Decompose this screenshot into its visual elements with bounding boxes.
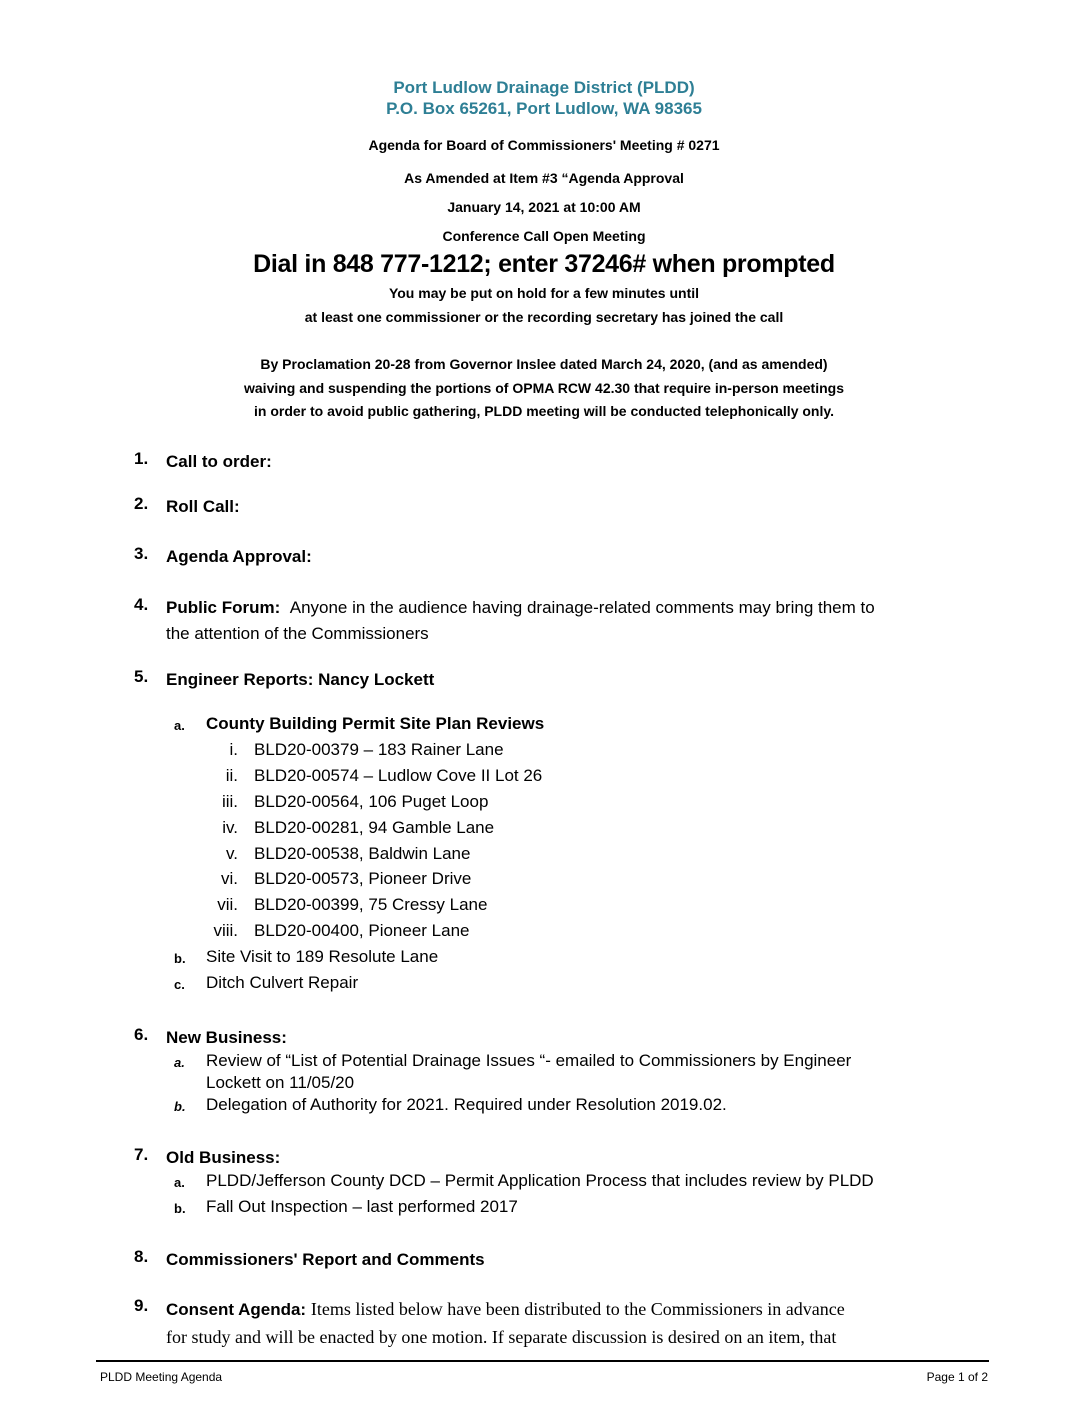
item-text-line1: Items listed below have been distributed to the Commissioners in advance xyxy=(310,1299,845,1319)
meeting-type: Conference Call Open Meeting xyxy=(442,228,646,244)
agenda-title: Agenda for Board of Commissioners' Meeting # 0271 xyxy=(368,137,720,153)
review-numeral: iii. xyxy=(221,792,238,811)
sub-letter: b. xyxy=(174,1201,186,1216)
hold-note-line2: at least one commissioner or the recording secretary has joined the call xyxy=(304,309,784,325)
review-numeral: viii. xyxy=(213,921,238,940)
item-number: 9. xyxy=(134,1296,149,1315)
permit-process-item: PLDD/Jefferson County DCD – Permit Application Process that includes review by PLDD xyxy=(206,1171,874,1190)
footer-rule xyxy=(96,1360,989,1362)
review-item: BLD20-00281, 94 Gamble Lane xyxy=(254,818,495,837)
page-number: Page 1 of 2 xyxy=(926,1370,988,1384)
item-title: Agenda Approval: xyxy=(166,547,312,566)
fall-out-inspection-item: Fall Out Inspection – last performed 2017 xyxy=(206,1197,518,1216)
item-title: Engineer Reports: Nancy Lockett xyxy=(166,670,435,689)
sub-letter: a. xyxy=(174,718,185,733)
sub-letter: b. xyxy=(174,951,186,966)
item-title: New Business: xyxy=(166,1028,287,1047)
item-number: 1. xyxy=(134,449,149,468)
site-visit-item: Site Visit to 189 Resolute Lane xyxy=(206,947,439,966)
sub-letter: c. xyxy=(174,977,185,992)
amended-note: As Amended at Item #3 “Agenda Approval xyxy=(404,170,684,186)
proclamation-line1: By Proclamation 20-28 from Governor Inslee dated March 24, 2020, (and as amended) xyxy=(260,356,828,372)
review-numeral: ii. xyxy=(225,766,238,785)
review-numeral: vi. xyxy=(221,869,238,888)
meeting-date: January 14, 2021 at 10:00 AM xyxy=(447,199,641,215)
review-numeral: iv. xyxy=(222,818,238,837)
sub-letter: a. xyxy=(174,1175,185,1190)
item-number: 4. xyxy=(134,595,149,614)
item-number: 8. xyxy=(134,1247,149,1266)
sub-letter: b. xyxy=(174,1099,186,1114)
item-number: 7. xyxy=(134,1145,149,1164)
footer-title: PLDD Meeting Agenda xyxy=(100,1370,223,1384)
proclamation-line3: in order to avoid public gathering, PLDD meeting will be conducted telephonically only. xyxy=(253,403,835,419)
delegation-item: Delegation of Authority for 2021. Required under Resolution 2019.02. xyxy=(206,1095,727,1114)
item-title: Commissioners' Report and Comments xyxy=(166,1250,485,1269)
item-title: Public Forum: xyxy=(166,598,281,617)
item-text-line2: the attention of the Commissioners xyxy=(166,624,429,643)
item-body xyxy=(166,1296,986,1323)
culvert-repair-item: Ditch Culvert Repair xyxy=(206,973,359,992)
sub-letter: a. xyxy=(174,1055,185,1070)
item-title: Roll Call: xyxy=(166,497,240,516)
review-numeral: vii. xyxy=(217,895,238,914)
item-title: Old Business: xyxy=(166,1148,281,1167)
item-number: 5. xyxy=(134,667,149,686)
org-address: P.O. Box 65261, Port Ludlow, WA 98365 xyxy=(386,99,702,118)
item-number: 2. xyxy=(134,494,149,513)
permit-reviews-heading: County Building Permit Site Plan Reviews xyxy=(206,714,545,733)
review-item: BLD20-00573, Pioneer Drive xyxy=(254,869,472,888)
dial-in-instructions: Dial in 848 777-1212; enter 37246# when prompted xyxy=(253,250,835,278)
item-title: Call to order: xyxy=(166,452,272,471)
item-text-line2: for study and will be enacted by one motion. If separate discussion is desired on an item, that xyxy=(166,1327,837,1347)
review-item: BLD20-00400, Pioneer Lane xyxy=(254,921,470,940)
drainage-issues-item-line1: Review of “List of Potential Drainage Issues “- emailed to Commissioners by Engineer xyxy=(206,1051,852,1070)
item-body xyxy=(166,595,986,621)
hold-note-line1: You may be put on hold for a few minutes until xyxy=(388,285,700,301)
review-numeral: i. xyxy=(229,740,238,759)
item-text-line1: Anyone in the audience having drainage-related comments may bring them to xyxy=(289,598,875,617)
review-item: BLD20-00574 – Ludlow Cove II Lot 26 xyxy=(254,766,543,785)
org-name: Port Ludlow Drainage District (PLDD) xyxy=(393,78,695,97)
review-item: BLD20-00538, Baldwin Lane xyxy=(254,844,471,863)
proclamation-line2: waiving and suspending the portions of OPMA RCW 42.30 that require in-person meetings xyxy=(244,380,844,396)
review-numeral: v. xyxy=(226,844,238,863)
review-item: BLD20-00379 – 183 Rainer Lane xyxy=(254,740,504,759)
item-number: 3. xyxy=(134,544,149,563)
item-title: Consent Agenda: xyxy=(166,1300,307,1319)
item-number: 6. xyxy=(134,1025,149,1044)
review-item: BLD20-00564, 106 Puget Loop xyxy=(254,792,489,811)
drainage-issues-item-line2: Lockett on 11/05/20 xyxy=(206,1073,355,1092)
review-item: BLD20-00399, 75 Cressy Lane xyxy=(254,895,488,914)
